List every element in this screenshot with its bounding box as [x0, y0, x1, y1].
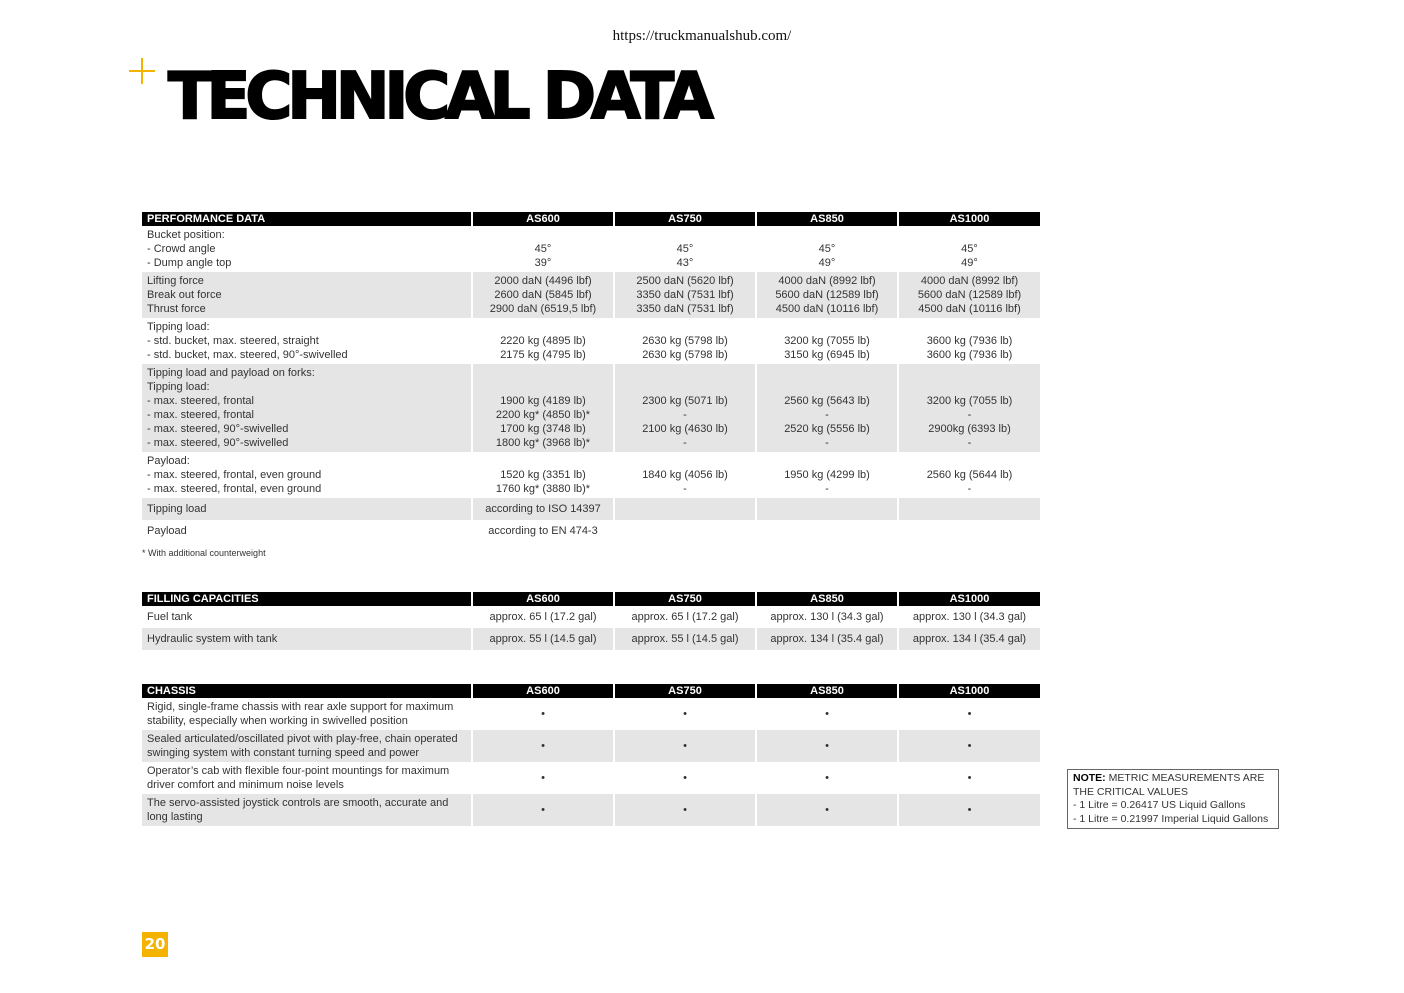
table-row — [142, 762, 1040, 794]
row-label-line: Tipping load: — [147, 381, 210, 393]
table-cell: approx. 65 l (17.2 gal) — [472, 606, 614, 628]
cell-line — [899, 524, 1040, 538]
metric-note-box — [1067, 769, 1279, 829]
cell-line — [757, 366, 897, 380]
cell-line — [757, 320, 897, 334]
header-model: AS600 — [472, 212, 614, 226]
table-cell: approx. 130 l (34.3 gal) — [756, 606, 898, 628]
cell-line: 1900 kg (4189 lb) — [500, 395, 586, 407]
header-model: AS1000 — [898, 592, 1040, 606]
table-cell — [472, 364, 614, 452]
row-label-line: - max. steered, frontal, even ground — [147, 483, 322, 495]
cell-line: 45° — [676, 243, 694, 255]
header-model: AS850 — [756, 212, 898, 226]
row-label: Sealed articulated/oscillated pivot with play-free, chain operated swinging system with constant turning speed and power — [142, 730, 472, 762]
cell-line: - — [967, 483, 972, 495]
cell-line: 45° — [818, 243, 836, 255]
row-label-line: Tipping load and payload on forks: — [147, 367, 315, 379]
table-cell — [898, 452, 1040, 498]
table-row — [142, 452, 1040, 498]
cell-line: - — [967, 409, 972, 421]
table-cell: approx. 134 l (35.4 gal) — [756, 628, 898, 650]
table-cell: • — [756, 698, 898, 730]
table-cell: approx. 55 l (14.5 gal) — [614, 628, 756, 650]
cell-line — [473, 380, 613, 394]
row-label-line: Bucket position: — [147, 229, 225, 241]
table-cell — [898, 364, 1040, 452]
header-model: AS600 — [472, 684, 614, 698]
cell-line: 2900 daN (6519,5 lbf) — [489, 303, 597, 315]
cell-line: 2100 kg (4630 lb) — [642, 423, 728, 435]
page-title: TECHNICAL DATA — [168, 60, 709, 134]
row-label — [142, 272, 472, 318]
cell-line — [615, 502, 755, 516]
header-model: AS850 — [756, 684, 898, 698]
row-label-line: - max. steered, frontal — [147, 409, 254, 421]
table-cell — [472, 498, 614, 520]
cell-line: according to EN 474-3 — [488, 525, 598, 537]
table-cell — [756, 452, 898, 498]
cell-line: - — [683, 483, 687, 495]
cell-line: 2200 kg* (4850 lb)* — [495, 409, 591, 421]
table-cell: • — [472, 698, 614, 730]
cell-line: 2560 kg (5643 lb) — [784, 395, 870, 407]
cell-line: 4000 daN (8992 lbf) — [778, 275, 876, 287]
cell-line: according to ISO 14397 — [485, 503, 601, 515]
table-cell: • — [756, 794, 898, 826]
row-label-line: Tipping load: — [147, 321, 210, 333]
row-label-line: - std. bucket, max. steered, straight — [147, 335, 319, 347]
table-cell: • — [472, 730, 614, 762]
row-label-line: Lifting force — [147, 275, 204, 287]
cell-line: 2300 kg (5071 lb) — [642, 395, 728, 407]
table-row — [142, 698, 1040, 730]
cell-line: 4500 daN (10116 lbf) — [918, 303, 1021, 315]
table-row — [142, 628, 1040, 650]
row-label — [142, 226, 472, 272]
cell-line — [473, 320, 613, 334]
cell-line: 3200 kg (7055 lb) — [784, 335, 870, 347]
cell-line: 2520 kg (5556 lb) — [784, 423, 870, 435]
page-number: 20 — [142, 932, 168, 957]
cell-line: 3350 daN (7531 lbf) — [636, 289, 734, 301]
row-label-line: - max. steered, 90°-swivelled — [147, 423, 289, 435]
header-model: AS750 — [614, 592, 756, 606]
table-cell — [898, 520, 1040, 542]
table-cell — [898, 226, 1040, 272]
table-cell: • — [898, 794, 1040, 826]
cell-line: 3350 daN (7531 lbf) — [636, 303, 734, 315]
cell-line — [615, 228, 755, 242]
table-cell — [898, 272, 1040, 318]
cell-line — [757, 228, 897, 242]
cell-line: 2900kg (6393 lb) — [928, 423, 1011, 435]
table-cell — [898, 498, 1040, 520]
row-label: Rigid, single-frame chassis with rear axle support for maximum stability, especially when working in swivelled position — [147, 701, 454, 727]
table-cell — [472, 452, 614, 498]
cell-line: 2175 kg (4795 lb) — [500, 349, 586, 361]
table-cell — [614, 498, 756, 520]
header-label: CHASSIS — [142, 684, 472, 698]
table-cell — [614, 364, 756, 452]
cell-line: 2560 kg (5644 lb) — [926, 469, 1013, 481]
cell-line — [899, 454, 1040, 468]
cell-line: 3600 kg (7936 lb) — [926, 335, 1013, 347]
cell-line — [473, 454, 613, 468]
table-cell: approx. 65 l (17.2 gal) — [614, 606, 756, 628]
table-cell: • — [756, 730, 898, 762]
header-model: AS1000 — [898, 212, 1040, 226]
plus-icon — [128, 56, 156, 84]
table-cell: • — [472, 794, 614, 826]
cell-line: 2630 kg (5798 lb) — [642, 349, 728, 361]
row-label-line: - max. steered, 90°-swivelled — [147, 437, 289, 449]
cell-line: 1520 kg (3351 lb) — [500, 469, 586, 481]
chassis-table — [142, 684, 1040, 826]
header-model: AS750 — [614, 684, 756, 698]
table-cell — [472, 272, 614, 318]
cell-line: 2600 daN (5845 lbf) — [494, 289, 592, 301]
row-label-line: Break out force — [147, 289, 222, 301]
cell-line: 39° — [534, 257, 552, 269]
row-label: Operator’s cab with flexible four-point mountings for maximum driver comfort and minimum noise levels — [147, 765, 450, 791]
table-row — [142, 520, 1040, 542]
table-cell: • — [614, 794, 756, 826]
cell-line: - — [967, 437, 972, 449]
cell-line: - — [825, 483, 829, 495]
row-label — [142, 520, 472, 542]
row-label-line: - std. bucket, max. steered, 90°-swivelled — [147, 349, 348, 361]
table-cell: • — [614, 762, 756, 794]
table-cell — [614, 452, 756, 498]
cell-line: 2000 daN (4496 lbf) — [494, 275, 592, 287]
table-cell — [614, 520, 756, 542]
table-cell — [756, 226, 898, 272]
table-cell: • — [614, 698, 756, 730]
table-header-row — [142, 212, 1040, 226]
cell-line: 45° — [534, 243, 552, 255]
table-cell — [614, 226, 756, 272]
cell-line: - — [825, 437, 829, 449]
cell-line: 3600 kg (7936 lb) — [926, 349, 1013, 361]
cell-line: 3150 kg (6945 lb) — [784, 349, 870, 361]
row-label-line: Tipping load — [147, 503, 207, 515]
row-label — [142, 318, 472, 364]
cell-line: 4500 daN (10116 lbf) — [775, 303, 879, 315]
cell-line — [615, 320, 755, 334]
row-label-line: - Dump angle top — [147, 257, 232, 269]
cell-line: 1700 kg (3748 lb) — [500, 423, 586, 435]
row-label: The servo-assisted joystick controls are smooth, accurate and long lasting — [142, 794, 472, 826]
cell-line — [899, 366, 1040, 380]
row-label-line: - max. steered, frontal — [147, 395, 254, 407]
cell-line — [899, 502, 1040, 516]
table-row — [142, 730, 1040, 762]
table-cell — [472, 318, 614, 364]
header-model: AS850 — [756, 592, 898, 606]
row-label — [142, 498, 472, 520]
cell-line — [473, 228, 613, 242]
table-row — [142, 318, 1040, 364]
cell-line — [615, 524, 755, 538]
table-cell — [472, 226, 614, 272]
cell-line — [899, 228, 1040, 242]
cell-line: 1840 kg (4056 lb) — [642, 469, 728, 481]
table-row — [142, 498, 1040, 520]
cell-line — [615, 366, 755, 380]
table-row — [142, 226, 1040, 272]
note-label: NOTE: — [1073, 772, 1106, 784]
note-text: METRIC MEASUREMENTS ARE THE CRITICAL VALUES — [1073, 772, 1265, 798]
row-label — [142, 364, 472, 452]
footnote: * With additional counterweight — [142, 548, 266, 558]
cell-line: - — [683, 409, 687, 421]
cell-line — [615, 454, 755, 468]
cell-line: 49° — [961, 257, 978, 269]
row-label-line: Payload: — [147, 455, 190, 467]
cell-line — [757, 380, 897, 394]
row-label-line: - max. steered, frontal, even ground — [147, 469, 322, 481]
cell-line — [899, 380, 1040, 394]
cell-line — [615, 380, 755, 394]
row-label-line: - Crowd angle — [147, 243, 216, 255]
cell-line — [757, 502, 897, 516]
table-cell — [756, 520, 898, 542]
table-cell — [756, 318, 898, 364]
cell-line: 2220 kg (4895 lb) — [500, 335, 586, 347]
cell-line — [757, 454, 897, 468]
table-cell — [756, 272, 898, 318]
note-line: - 1 Litre = 0.21997 Imperial Liquid Gallons — [1073, 812, 1269, 825]
cell-line: - — [825, 409, 829, 421]
cell-line: 45° — [961, 243, 978, 255]
table-row — [142, 272, 1040, 318]
table-cell: approx. 134 l (35.4 gal) — [898, 628, 1040, 650]
header-model: AS750 — [614, 212, 756, 226]
header-model: AS1000 — [898, 684, 1040, 698]
cell-line: 1760 kg* (3880 lb)* — [495, 483, 591, 495]
header-label: FILLING CAPACITIES — [142, 592, 472, 606]
row-label: Fuel tank — [147, 611, 193, 623]
table-cell: • — [898, 730, 1040, 762]
cell-line: - — [683, 437, 687, 449]
table-cell: • — [756, 762, 898, 794]
row-label-line: Payload — [147, 525, 187, 537]
row-label — [142, 452, 472, 498]
table-cell — [472, 520, 614, 542]
table-cell — [614, 318, 756, 364]
cell-line — [899, 320, 1040, 334]
cell-line: 5600 daN (12589 lbf) — [917, 289, 1022, 301]
table-cell — [756, 364, 898, 452]
cell-line: 3200 kg (7055 lb) — [926, 395, 1013, 407]
header-model: AS600 — [472, 592, 614, 606]
table-row — [142, 364, 1040, 452]
source-url: https://truckmanualshub.com/ — [612, 28, 792, 44]
table-cell: • — [472, 762, 614, 794]
filling-capacities-table — [142, 592, 1040, 650]
table-cell — [756, 498, 898, 520]
table-cell — [898, 318, 1040, 364]
performance-data-table — [142, 212, 1040, 542]
cell-line: 43° — [676, 257, 694, 269]
table-cell — [614, 272, 756, 318]
table-cell: • — [898, 698, 1040, 730]
cell-line: 2630 kg (5798 lb) — [642, 335, 728, 347]
cell-line: 4000 daN (8992 lbf) — [920, 275, 1019, 287]
row-label: Hydraulic system with tank — [142, 628, 472, 650]
cell-line — [473, 366, 613, 380]
row-label-line: Thrust force — [147, 303, 206, 315]
table-header-row — [142, 592, 1040, 606]
table-row — [142, 794, 1040, 826]
note-line: - 1 Litre = 0.26417 US Liquid Gallons — [1073, 799, 1246, 811]
table-header-row — [142, 684, 1040, 698]
cell-line: 1800 kg* (3968 lb)* — [495, 437, 591, 449]
cell-line: 5600 daN (12589 lbf) — [775, 289, 879, 301]
cell-line — [757, 524, 897, 538]
table-row — [142, 606, 1040, 628]
cell-line: 1950 kg (4299 lb) — [784, 469, 870, 481]
header-label: PERFORMANCE DATA — [142, 212, 472, 226]
table-cell: approx. 130 l (34.3 gal) — [898, 606, 1040, 628]
table-cell: • — [898, 762, 1040, 794]
cell-line: 2500 daN (5620 lbf) — [636, 275, 734, 287]
table-cell: approx. 55 l (14.5 gal) — [472, 628, 614, 650]
cell-line: 49° — [818, 257, 836, 269]
table-cell: • — [614, 730, 756, 762]
